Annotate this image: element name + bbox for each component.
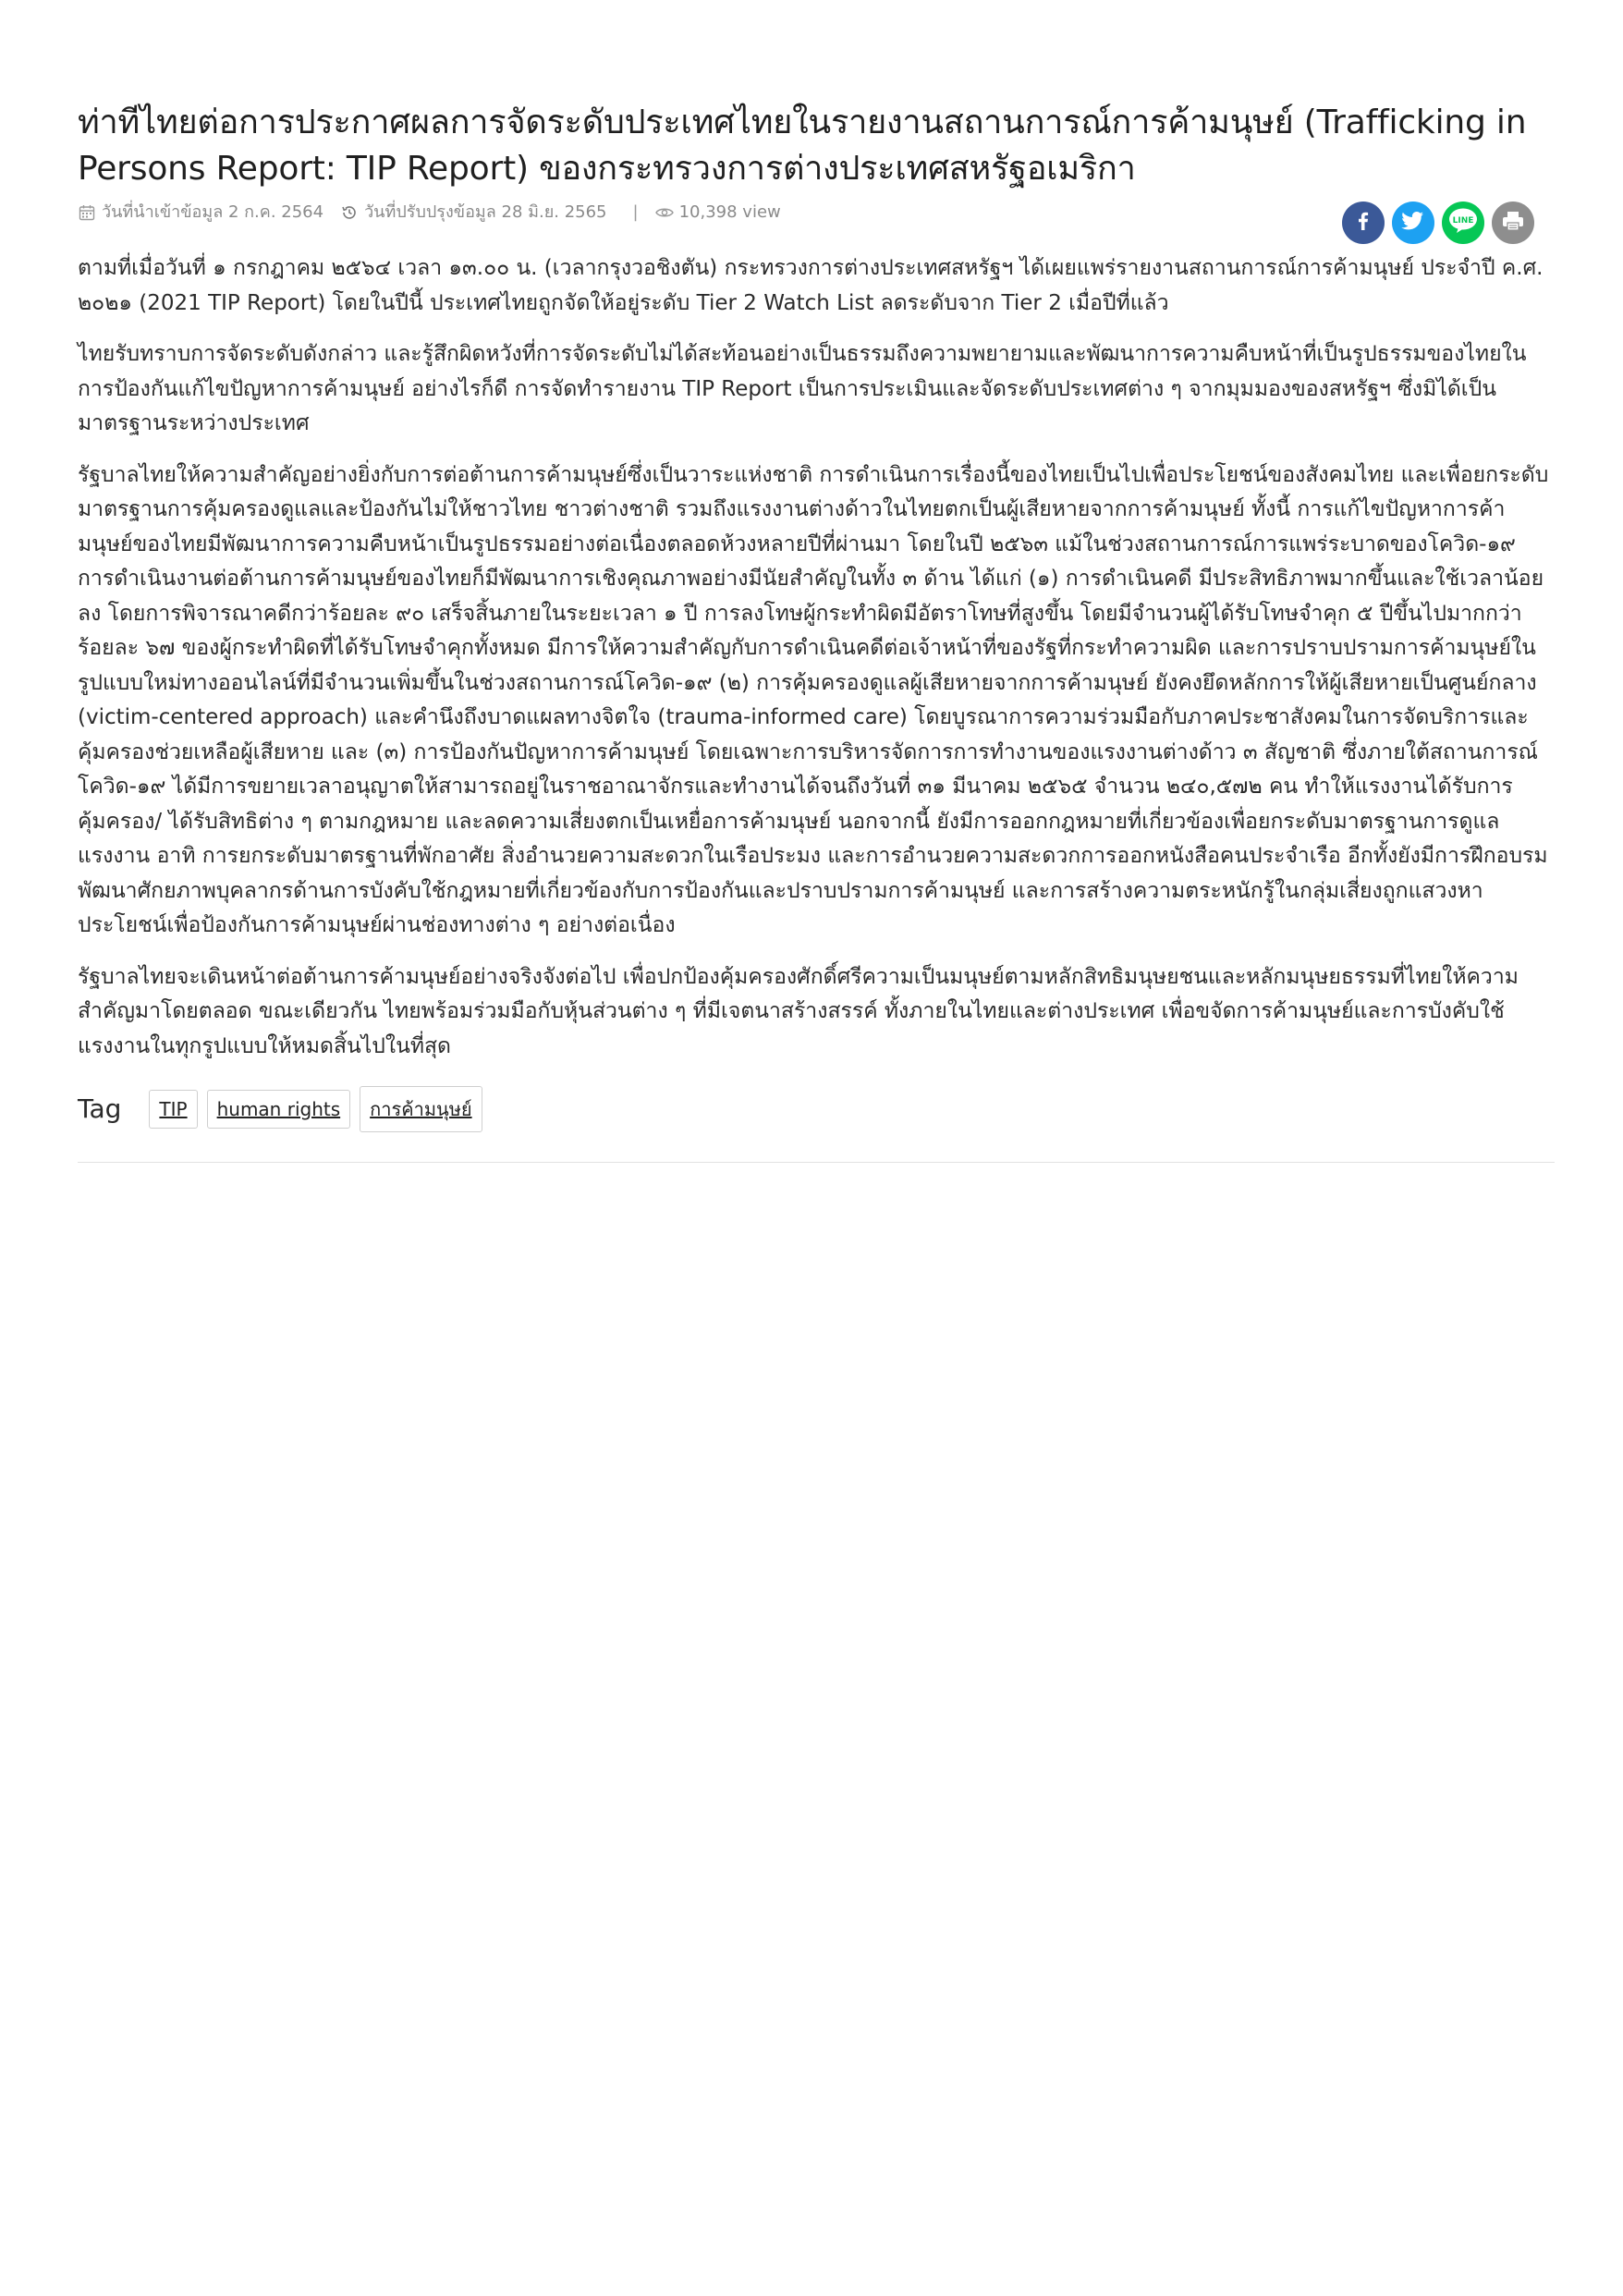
line-icon-text: LINE: [1452, 216, 1474, 226]
paragraph: รัฐบาลไทยจะเดินหน้าต่อต้านการค้ามนุษย์อย่างจริงจังต่อไป เพื่อปกป้องคุ้มครองศักดิ์ศรีความเป็นมนุษย์ตามหลักสิทธิมนุษยชนและหลักมนุษยธรรมที่ไทยให้ความสำคัญมาโดยตลอด ขณะเดียวกัน ไทยพร้อมร่วมมือกับหุ้นส่วนต่าง ๆ ที่มีเจตนาสร้างสรรค์ ทั้งภายในไทยและต่างประเทศ เพื่อขจัดการค้ามนุษย์และการบังคับใช้แรงงานในทุกรูปแบบให้หมดสิ้นไปในที่สุด: [78, 964, 1519, 1058]
view-count-text: 10,398 view: [678, 202, 781, 222]
meta-row: [78, 200, 1555, 251]
calendar-icon: [78, 203, 96, 222]
page-title: ท่าทีไทยต่อการประกาศผลการจัดระดับประเทศไทยในรายงานสถานการณ์การค้ามนุษย์ (Trafficking in Persons Report: TIP Report) ของกระทรวงการต่างประเทศสหรัฐอเมริกา: [78, 104, 1527, 188]
paragraph: ไทยรับทราบการจัดระดับดังกล่าว และรู้สึกผิดหวังที่การจัดระดับไม่ได้สะท้อนอย่างเป็นธรรมถึงความพยายามและพัฒนาการความคืบหน้าที่เป็นรูปธรรมของไทยในการป้องกันแก้ไขปัญหาการค้ามนุษย์ อย่างไรก็ดี การจัดทำรายงาน TIP Report เป็นการประเมินและจัดระดับประเทศต่าง ๆ จากมุมมองของสหรัฐฯ ซึ่งมิได้เป็นมาตรฐานระหว่างประเทศ: [78, 342, 1527, 435]
tag-human-rights[interactable]: human rights: [207, 1090, 351, 1129]
date-updated-text: วันที่ปรับปรุงข้อมูล 28 มิ.ย. 2565: [364, 202, 607, 222]
article-meta: [78, 200, 790, 226]
history-icon: [340, 203, 359, 222]
tag-label: Tag: [78, 1093, 122, 1124]
print-button[interactable]: [1492, 202, 1534, 244]
tag-tip[interactable]: TIP: [149, 1090, 197, 1129]
date-added-text: วันที่นำเข้าข้อมูล 2 ก.ค. 2564: [102, 202, 324, 222]
paragraph: ตามที่เมื่อวันที่ ๑ กรกฎาคม ๒๕๖๔ เวลา ๑๓.๐๐ น. (เวลากรุงวอชิงตัน) กระทรวงการต่างประเทศสหรัฐฯ ได้เผยแพร่รายงานสถานการณ์การค้ามนุษย์ ประจำปี ค.ศ. ๒๐๒๑ (2021 TIP Report) โดยในปีนี้ ประเทศไทยถูกจัดให้อยู่ระดับ Tier 2 Watch List ลดระดับจาก Tier 2 เมื่อปีที่แล้ว: [78, 256, 1544, 315]
paragraph: รัฐบาลไทยให้ความสำคัญอย่างยิ่งกับการต่อต้านการค้ามนุษย์ซึ่งเป็นวาระแห่งชาติ การดำเนินการเรื่องนี้ของไทยเป็นไปเพื่อประโยชน์ของสังคมไทย และเพื่อยกระดับมาตรฐานการคุ้มครองดูแลและป้องกันไม่ให้ชาวไทย ชาวต่างชาติ รวมถึงแรงงานต่างด้าวในไทยตกเป็นผู้เสียหายจากการค้ามนุษย์ ทั้งนี้ การแก้ไขปัญหาการค้ามนุษย์ของไทยมีพัฒนาการความคืบหน้าเป็นรูปธรรมอย่างต่อเนื่องตลอดห้วงหลายปีที่ผ่านมา โดยในปี ๒๕๖๓ แม้ในช่วงสถานการณ์การแพร่ระบาดของโควิด-๑๙ การดำเนินงานต่อต้านการค้ามนุษย์ของไทยก็มีพัฒนาการเชิงคุณภาพอย่างมีนัยสำคัญในทั้ง ๓ ด้าน ได้แก่ (๑) การดำเนินคดี มีประสิทธิภาพมากขึ้นและใช้เวลาน้อยลง โดยการพิจารณาคดีกว่าร้อยละ ๙๐ เสร็จสิ้นภายในระยะเวลา ๑ ปี การลงโทษผู้กระทำผิดมีอัตราโทษที่สูงขึ้น โดยมีจำนวนผู้ได้รับโทษจำคุก ๕ ปีขึ้นไปมากกว่าร้อยละ ๖๗ ของผู้กระทำผิดที่ได้รับโทษจำคุกทั้งหมด มีการให้ความสำคัญกับการดำเนินคดีต่อเจ้าหน้าที่ของรัฐที่กระทำความผิด และการปราบปรามการค้ามนุษย์ในรูปแบบใหม่ทางออนไลน์ที่มีจำนวนเพิ่มขึ้นในช่วงสถานการณ์โควิด-๑๙ (๒) การคุ้มครองดูแลผู้เสียหายจากการค้ามนุษย์ ยังคงยึดหลักการให้ผู้เสียหายเป็นศูนย์กลาง (victim-centered approach) และคำนึงถึงบาดแผลทางจิตใจ (trauma-informed care) โดยบูรณาการความร่วมมือกับภาคประชาสังคมในการจัดบริการและคุ้มครองช่วยเหลือผู้เสียหาย และ (๓) การป้องกันปัญหาการค้ามนุษย์ โดยเฉพาะการบริหารจัดการการทำงานของแรงงานต่างด้าว ๓ สัญชาติ ซึ่งภายใต้สถานการณ์โควิด-๑๙ ได้มีการขยายเวลาอนุญาตให้สามารถอยู่ในราชอาณาจักรและทำงานได้จนถึงวันที่ ๓๑ มีนาคม ๒๕๖๕ จำนวน ๒๔๐,๕๗๒ คน ทำให้แรงงานได้รับการคุ้มครอง/ ได้รับสิทธิต่าง ๆ ตามกฎหมาย และลดความเสี่ยงตกเป็นเหยื่อการค้ามนุษย์ นอกจากนี้ ยังมีการออกกฎหมายที่เกี่ยวข้องเพื่อยกระดับมาตรฐานการดูแลแรงงาน อาทิ การยกระดับมาตรฐานที่พักอาศัย สิ่งอำนวยความสะดวกในเรือประมง และการอำนวยความสะดวกการออกหนังสือคนประจำเรือ อีกทั้งยังมีการฝึกอบรมพัฒนาศักยภาพบุคลากรด้านการบังคับใช้กฎหมายที่เกี่ยวข้องกับการป้องกันและปราบปรามการค้ามนุษย์ และการสร้างความตระหนักรู้ในกลุ่มเสี่ยงถูกแสวงหาประโยชน์เพื่อป้องกันการค้ามนุษย์ผ่านช่องทางต่าง ๆ อย่างต่อเนื่อง: [78, 462, 1549, 937]
line-share-button[interactable]: [1442, 202, 1484, 244]
meta-separator: |: [632, 202, 639, 222]
date-updated: [340, 200, 606, 226]
print-icon: [1501, 210, 1525, 236]
share-buttons: [1342, 202, 1534, 244]
view-count: [655, 200, 781, 226]
twitter-share-button[interactable]: [1392, 202, 1434, 244]
line-icon: [1447, 207, 1479, 238]
eye-icon: [655, 203, 674, 222]
article-body: [78, 251, 1555, 1064]
article: [78, 100, 1555, 1163]
twitter-icon: [1401, 211, 1425, 235]
divider: [78, 1162, 1555, 1163]
tag-human-trafficking[interactable]: การค้ามนุษย์: [360, 1086, 482, 1132]
tag-list: [78, 1086, 1555, 1132]
date-added: [78, 200, 323, 226]
facebook-icon: [1352, 210, 1374, 236]
facebook-share-button[interactable]: [1342, 202, 1385, 244]
